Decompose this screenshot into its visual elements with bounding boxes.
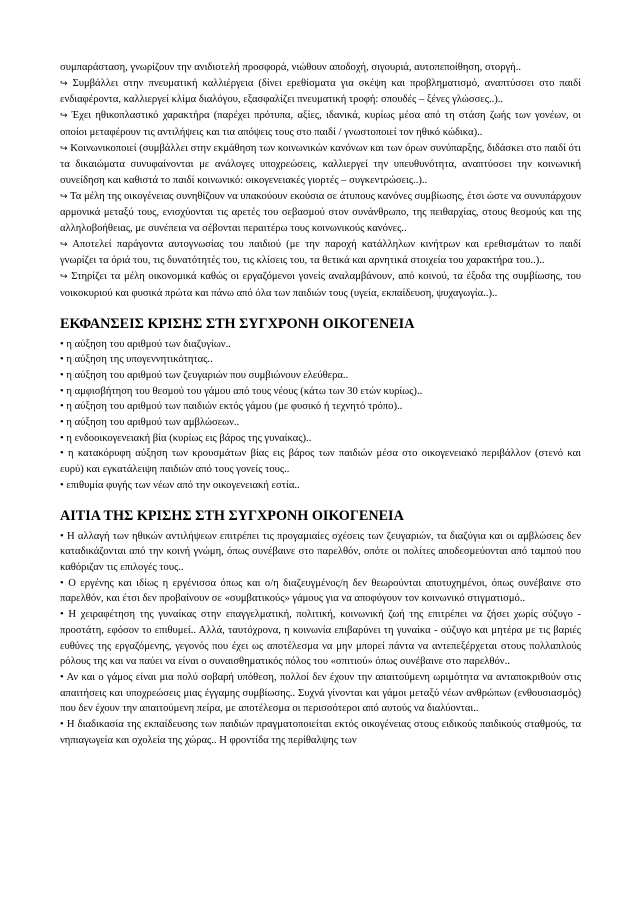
arrow-icon: ↪ bbox=[60, 111, 68, 122]
paragraph-text: συμπαράσταση, γνωρίζουν την ανιδιοτελή προσφορά, νιώθουν αποδοχή, σιγουριά, αυτοπεποίθηση, στοργή.. bbox=[60, 62, 522, 73]
paragraph-self-knowledge bbox=[60, 237, 581, 269]
list-item-text: η ενδοοικογενειακή βία (κυρίως εις βάρος της γυναίκας).. bbox=[66, 432, 312, 444]
document-page bbox=[60, 60, 581, 748]
paragraph-text: Κοινωνικοποιεί (συμβάλλει στην εκμάθηση των κοινωνικών κανόνων και των όρων συνύπαρξης, διδάσκει στο παιδί ότι τα δικαιώματα συνυφαίνονται με ανάλογες υποχρεώσεις, καλλιεργεί την υπευθυνότητα, αναπτύσσει την κοινωνική συνείδηση και καθιστά το παιδί κοινωνικό: οικογενειακές γιορτές – συγκεντρώσεις..).. bbox=[60, 142, 581, 186]
bullet-icon: • bbox=[60, 369, 64, 381]
list-item bbox=[60, 478, 581, 494]
list-item-text: Η διαδικασία της εκπαίδευσης των παιδιών πραγματοποιείται εκτός οικογένειας στους ειδικούς παιδικούς σταθμούς, τα νηπιαγωγεία και σχολεία της χώρας.. Η φροντίδα της περίθαλψης των bbox=[60, 719, 581, 746]
arrow-icon: ↪ bbox=[60, 78, 68, 89]
bullet-icon: • bbox=[60, 609, 64, 621]
list-item-text: η αύξηση του αριθμού των παιδιών εκτός γάμου (με φυσικό ή τεχνητό τρόπο).. bbox=[66, 401, 403, 413]
list-item-text: η αύξηση του αριθμού των ζευγαριών που συμβιώνουν ελεύθερα.. bbox=[66, 369, 349, 381]
bullet-icon: • bbox=[60, 385, 64, 397]
paragraph-text: Τα μέλη της οικογένειας συνηθίζουν να υπακούουν εκούσια σε άτυπους κανόνες συμβίωσης, έτσι ώστε να συνυπάρχουν αρμονικά μεταξύ τους, ενισχύονται τις αρετές του σεβασμού στον συνάνθρωπο, της πειθαρχίας, στους θεσμούς και της αλληλοβοήθειας, με συνέπεια να σέβονται περαιτέρω τους κοινωνικούς κανόνες.. bbox=[60, 190, 581, 235]
list-item-text: Η αλλαγή των ηθικών αντιλήψεων επιτρέπει τις προγαμιαίες σχέσεις των ζευγαριών, τα διαζύγια και οι αμβλώσεις δεν καταδικάζονται από την κοινή γνώμη, όπως συνέβαινε στο παρελθόν, οπότε οι πολίτες αποδεσμεύονται από ταμπού που καθόριζαν τις επιλογές τους.. bbox=[60, 530, 581, 573]
list-item-text: Ο εργένης και ιδίως η εργένισσα όπως και ο/η διαζευγμένος/η δεν θεωρούνται αποτυχημένοι, όπως συνέβαινε στο παρελθόν, και έτσι δεν προβαίνουν σε «συμβατικούς» γάμους για να αποφύγουν τον κοινωνικό στιγματισμό.. bbox=[60, 577, 581, 605]
arrow-icon: ↪ bbox=[60, 272, 68, 283]
list-item-text: η αύξηση της υπογεννητικότητας.. bbox=[66, 354, 213, 366]
arrow-icon: ↪ bbox=[60, 143, 68, 154]
list-item bbox=[60, 529, 581, 576]
paragraph-spiritual-cultivation bbox=[60, 76, 581, 108]
bullet-icon: • bbox=[60, 401, 64, 413]
paragraph-support bbox=[60, 60, 581, 76]
list-item-text: η αύξηση του αριθμού των διαζυγίων.. bbox=[66, 338, 231, 350]
list-item bbox=[60, 384, 581, 400]
bullet-icon: • bbox=[60, 671, 64, 683]
list-item bbox=[60, 576, 581, 607]
bullet-icon: • bbox=[60, 479, 64, 491]
list-item bbox=[60, 337, 581, 353]
section-heading-crisis-causes: ΑΙΤΙΑ ΤΗΣ ΚΡΙΣΗΣ ΣΤΗ ΣΥΓΧΡΟΝΗ ΟΙΚΟΓΕΝΕΙΑ bbox=[60, 507, 404, 524]
list-item bbox=[60, 431, 581, 447]
paragraph-moral-character bbox=[60, 108, 581, 140]
list-item-text: η αύξηση του αριθμού των αμβλώσεων.. bbox=[66, 417, 240, 429]
bullet-icon: • bbox=[60, 719, 64, 731]
paragraph-socialization bbox=[60, 141, 581, 189]
paragraph-text: Έχει ηθικοπλαστικό χαρακτήρα (παρέχει πρότυπα, αξίες, ιδανικά, κυρίως μέσα από τη στάση ζωής των γονέων, οι οποίοι μεταφέρουν τις αντιλήψεις και τια απόψεις τους στο παιδί / γνωστοποιεί τον ηθικό κώδικα).. bbox=[60, 110, 581, 138]
paragraph-text: Στηρίζει τα μέλη οικονομικά καθώς οι εργαζόμενοι γονείς αναλαμβάνουν, από κοινού, τα έξοδα της συμβίωσης, του νοικοκυριού και φυσικά πρώτα και πάνω από όλα των παιδιών τους (υγεία, εκπαίδευση, ψυχαγωγία..).. bbox=[60, 271, 581, 299]
list-item bbox=[60, 446, 581, 477]
list-item-text: επιθυμία φυγής των νέων από την οικογενειακή εστία.. bbox=[66, 479, 300, 491]
bullet-icon: • bbox=[60, 577, 64, 589]
bullet-icon: • bbox=[60, 530, 64, 542]
bullet-icon: • bbox=[60, 417, 64, 429]
arrow-icon: ↪ bbox=[60, 191, 68, 202]
bullet-icon: • bbox=[60, 354, 64, 366]
bullet-icon: • bbox=[60, 448, 64, 460]
list-item bbox=[60, 415, 581, 431]
list-item bbox=[60, 717, 581, 748]
list-item-text: Η χειραφέτηση της γυναίκας στην επαγγελματική, πολιτική, κοινωνική ζωή της επιτρέπει να ζήσει χωρίς σύζυγο - προστάτη, εφόσον το επιθυμεί.. Αλλά, ταυτόχρονα, η κοινωνία επιβαρύνει τη γυναίκα - σύζυγο και μητέρα με τις βαριές ευθύνες της εργαζόμενης, γεγονός που έχει ως αποτέλεσμα να μην μπορεί πάντα να αντεπεξέρχεται στους πολλαπλούς ρόλους της και να παύει να είναι ο συναισθηματικός πόλος του «σπιτιού» όπως συνέβαινε στο παρελθόν.. bbox=[60, 609, 581, 668]
arrow-icon: ↪ bbox=[60, 239, 68, 250]
list-item bbox=[60, 399, 581, 415]
list-item bbox=[60, 670, 581, 717]
list-item-text: η κατακόρυφη αύξηση των κρουσμάτων βίας εις βάρος των παιδιών μέσα στο οικογενειακό περιβάλλον (στενό και ευρύ) και εγκατάλειψη παιδιών από τους γονείς τους.. bbox=[60, 448, 581, 476]
list-item bbox=[60, 607, 581, 670]
section-heading-crisis-manifestations: ΕΚΦΑΝΣΕΙΣ ΚΡΙΣΗΣ ΣΤΗ ΣΥΓΧΡΟΝΗ ΟΙΚΟΓΕΝΕΙΑ bbox=[60, 315, 415, 332]
paragraph-economic-support bbox=[60, 269, 581, 301]
list-item-text: Αν και ο γάμος είναι μια πολύ σοβαρή υπόθεση, πολλοί δεν έχουν την απαιτούμενη ωριμότητα να ανταποκριθούν στις απαιτήσεις και υποχρεώσεις μιας έγγαμης συμβίωσης.. Συχνά γίνονται και γάμοι μεταξύ νέων ανθρώπων (ενθουσιασμός) που δεν έχουν την απαιτούμενη πείρα, με αποτέλεσμα οι περισσότεροι από αυτούς να διαλύονται.. bbox=[60, 671, 581, 715]
bullet-icon: • bbox=[60, 338, 64, 350]
list-item bbox=[60, 352, 581, 368]
list-item-text: η αμφισβήτηση του θεσμού του γάμου από τους νέους (κάτω των 30 ετών κυρίως).. bbox=[66, 385, 423, 397]
paragraph-family-rules bbox=[60, 189, 581, 237]
bullet-icon: • bbox=[60, 432, 64, 444]
paragraph-text: Συμβάλλει στην πνευματική καλλιέργεια (δίνει ερεθίσματα για σκέψη και προβληματισμό, αναπτύσσει στο παιδί ενδιαφέροντα, καλλιεργεί κλίμα διαλόγου, εξασφαλίζει πνευματική τροφή: σπουδές – ξένες γλώσσες..).. bbox=[60, 77, 581, 106]
paragraph-text: Αποτελεί παράγοντα αυτογνωσίας του παιδιού (με την παροχή κατάλληλων κινήτρων και ερεθισμάτων το παιδί γνωρίζει τα όριά του, τις δυνατότητές του, τις κλίσεις του, τα θετικά και αρνητικά στοιχεία του χαρακτήρα του..).. bbox=[60, 238, 581, 267]
list-item bbox=[60, 368, 581, 384]
